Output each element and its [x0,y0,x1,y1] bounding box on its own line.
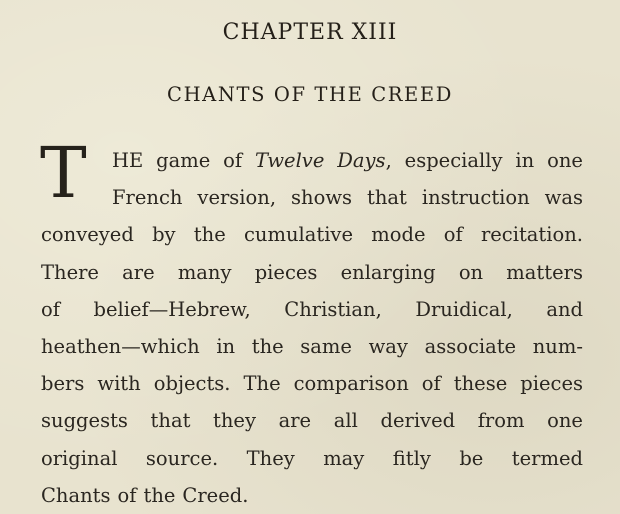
word: are [122,260,155,284]
word: the [193,223,226,247]
word: that [367,186,407,210]
word: of [421,372,441,396]
text-line [41,291,583,328]
word: by [152,223,176,247]
text-line [41,142,583,179]
word: game [156,149,211,172]
text-line [41,440,583,477]
word: one [547,149,583,172]
word: the [143,483,176,507]
word: may [323,446,365,470]
text-line [41,365,583,402]
word: HE [112,149,144,172]
word: these [453,372,508,396]
word: original [41,446,118,470]
word: Days, [337,149,392,172]
word: in [515,149,535,172]
word: derived [380,409,456,433]
word: instruction [421,186,530,210]
word: fitly [392,446,431,470]
chapter-number: CHAPTER XIII [222,20,398,45]
text-line [41,402,583,439]
word: enlarging [340,260,436,284]
word: French [112,186,183,210]
drop-cap: T [40,132,87,214]
word: in [216,334,236,358]
word: from [477,409,525,433]
word: one [547,409,583,433]
word: Druidical, [415,297,513,321]
word: of [41,297,60,321]
text-line [41,216,583,253]
text-line [41,254,583,291]
word: they [213,409,256,433]
word: pieces [254,260,318,284]
word: recitation. [480,223,583,247]
word: that [150,409,191,433]
word: matters [506,260,583,284]
word: be [459,446,484,470]
word: suggests [41,409,128,433]
word: bers [41,372,85,396]
word: pieces [520,372,583,396]
word: belief—Hebrew, [93,297,251,321]
word: same [300,334,352,358]
word: objects. [153,372,231,396]
word: Twelve [255,149,325,172]
word: with [97,372,141,396]
word: many [177,260,232,284]
word: They [246,446,295,470]
word: the [251,334,284,358]
word: way [368,334,408,358]
word: of [223,149,243,172]
text-line [41,477,583,514]
word: of [117,483,137,507]
word: especially [404,149,503,172]
word: on [458,260,484,284]
word: mode [371,223,426,247]
word: all [333,409,358,433]
word: version, [197,186,277,210]
word: cumulative [243,223,353,247]
word: comparison [293,372,409,396]
word: termed [511,446,583,470]
word: are [278,409,312,433]
word: Chants [41,483,111,507]
word: associate [424,334,517,358]
word: Creed. [182,483,249,507]
word: There [41,260,99,284]
word: and [546,297,583,321]
word: of [443,223,463,247]
word: source. [145,446,219,470]
chapter-title: CHANTS OF THE CREED [167,83,453,106]
word: shows [291,186,353,210]
text-line [41,179,583,216]
word: The [243,372,281,396]
word: conveyed [41,223,134,247]
body-paragraph [41,142,583,514]
text-line [41,328,583,365]
word: num- [532,334,583,358]
word: heathen—which [41,334,200,358]
word: was [544,186,583,210]
word: Christian, [284,297,382,321]
